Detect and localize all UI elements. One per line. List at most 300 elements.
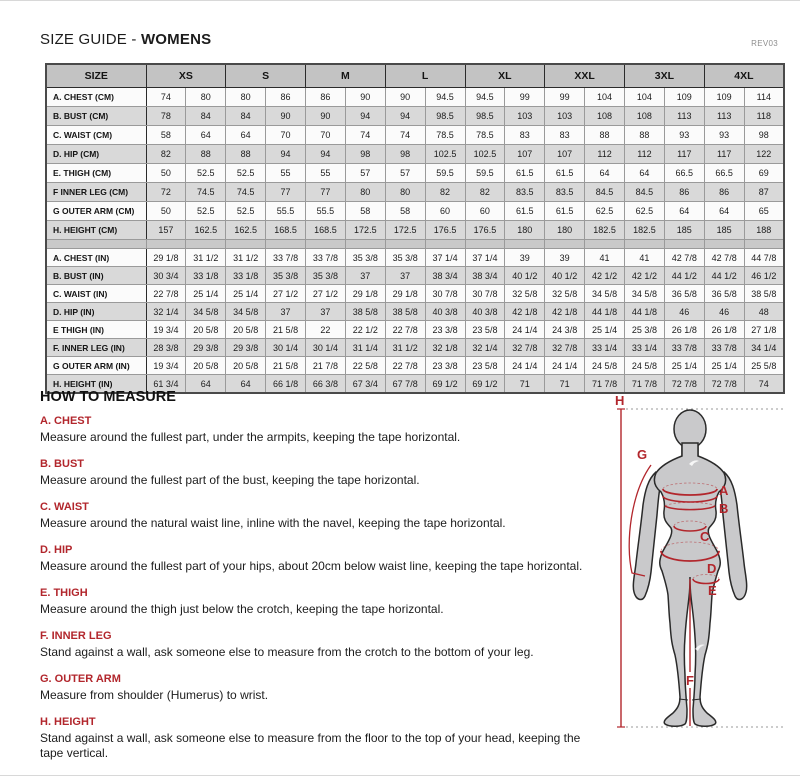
size-value-cell: 64 — [186, 375, 226, 394]
size-value-cell: 78.5 — [425, 126, 465, 145]
size-value-cell: 37 — [385, 267, 425, 285]
size-table-row — [46, 126, 784, 145]
size-value-cell: 31 1/2 — [186, 249, 226, 267]
size-value-cell: 40 1/2 — [545, 267, 585, 285]
size-value-cell: 28 3/8 — [146, 339, 186, 357]
size-value-cell: 29 3/8 — [226, 339, 266, 357]
size-value-cell: 33 1/4 — [585, 339, 625, 357]
size-header-l: L — [385, 64, 465, 88]
row-label: C. WAIST (IN) — [46, 285, 146, 303]
size-value-cell: 67 3/4 — [345, 375, 385, 394]
size-table-row — [46, 183, 784, 202]
size-value-cell: 83.5 — [505, 183, 545, 202]
size-value-cell: 21 7/8 — [306, 357, 346, 375]
size-value-cell: 52.5 — [186, 164, 226, 183]
size-value-cell: 72 7/8 — [704, 375, 744, 394]
size-value-cell: 65 — [744, 202, 784, 221]
size-value-cell: 162.5 — [226, 221, 266, 240]
size-value-cell: 27 1/8 — [744, 321, 784, 339]
size-value-cell: 33 7/8 — [306, 249, 346, 267]
size-value-cell: 113 — [664, 107, 704, 126]
size-column-header: SIZE — [46, 64, 146, 88]
size-header-m: M — [306, 64, 386, 88]
size-value-cell: 46 — [704, 303, 744, 321]
measure-item-text: Measure around the fullest part of your hips, about 20cm below waist line, keeping the tape horizontal. — [40, 559, 583, 573]
row-label: B. BUST (IN) — [46, 267, 146, 285]
measure-item — [40, 673, 596, 703]
size-value-cell: 69 — [744, 164, 784, 183]
size-table-row — [46, 267, 784, 285]
size-value-cell: 20 5/8 — [186, 321, 226, 339]
size-value-cell: 108 — [585, 107, 625, 126]
size-value-cell: 108 — [625, 107, 665, 126]
size-table-row — [46, 164, 784, 183]
size-header-xs: XS — [146, 64, 226, 88]
size-value-cell: 52.5 — [226, 164, 266, 183]
size-value-cell: 61.5 — [545, 202, 585, 221]
size-table-row — [46, 285, 784, 303]
size-value-cell: 52.5 — [226, 202, 266, 221]
row-label: H. HEIGHT (IN) — [46, 375, 146, 394]
size-table-row — [46, 321, 784, 339]
size-value-cell: 102.5 — [425, 145, 465, 164]
size-value-cell: 83.5 — [545, 183, 585, 202]
size-value-cell: 25 1/4 — [186, 285, 226, 303]
size-header-s: S — [226, 64, 306, 88]
size-value-cell: 32 7/8 — [545, 339, 585, 357]
size-value-cell: 25 1/4 — [704, 357, 744, 375]
size-value-cell: 33 7/8 — [266, 249, 306, 267]
separator-cell — [505, 240, 545, 249]
size-value-cell: 69 1/2 — [465, 375, 505, 394]
size-value-cell: 44 1/2 — [664, 267, 704, 285]
size-value-cell: 25 5/8 — [744, 357, 784, 375]
measure-item-label: B. BUST — [40, 458, 84, 470]
size-value-cell: 80 — [186, 88, 226, 107]
size-value-cell: 88 — [186, 145, 226, 164]
measure-item — [40, 716, 596, 761]
size-value-cell: 55 — [266, 164, 306, 183]
size-value-cell: 23 3/8 — [425, 321, 465, 339]
size-value-cell: 88 — [226, 145, 266, 164]
size-value-cell: 71 — [505, 375, 545, 394]
size-value-cell: 61.5 — [505, 164, 545, 183]
page-title-gender: WOMENS — [140, 31, 212, 48]
size-value-cell: 66.5 — [664, 164, 704, 183]
size-value-cell: 59.5 — [465, 164, 505, 183]
measure-item-text: Measure around the thigh just below the crotch, keeping the tape horizontal. — [40, 602, 444, 616]
size-value-cell: 33 1/4 — [625, 339, 665, 357]
size-table-row — [46, 145, 784, 164]
size-value-cell: 67 7/8 — [385, 375, 425, 394]
size-value-cell: 74 — [345, 126, 385, 145]
size-value-cell: 182.5 — [585, 221, 625, 240]
size-value-cell: 19 3/4 — [146, 321, 186, 339]
measure-item — [40, 544, 596, 574]
size-value-cell: 71 — [545, 375, 585, 394]
size-value-cell: 20 5/8 — [186, 357, 226, 375]
size-value-cell: 77 — [306, 183, 346, 202]
measure-item-label: D. HIP — [40, 544, 73, 556]
size-value-cell: 98.5 — [465, 107, 505, 126]
size-value-cell: 34 1/4 — [744, 339, 784, 357]
body-diagram-svg — [595, 393, 795, 743]
size-value-cell: 35 3/8 — [345, 249, 385, 267]
measure-item-label: F. INNER LEG — [40, 630, 112, 642]
size-value-cell: 37 — [345, 267, 385, 285]
size-value-cell: 117 — [704, 145, 744, 164]
size-value-cell: 93 — [704, 126, 744, 145]
size-value-cell: 38 5/8 — [385, 303, 425, 321]
row-label: A. CHEST (CM) — [46, 88, 146, 107]
size-value-cell: 180 — [505, 221, 545, 240]
measure-item-text: Measure from shoulder (Humerus) to wrist. — [40, 688, 269, 702]
size-value-cell: 94.5 — [425, 88, 465, 107]
size-value-cell: 26 1/8 — [664, 321, 704, 339]
size-value-cell: 42 7/8 — [664, 249, 704, 267]
size-value-cell: 29 3/8 — [186, 339, 226, 357]
size-value-cell: 112 — [625, 145, 665, 164]
size-value-cell: 157 — [146, 221, 186, 240]
size-table-header-row — [46, 64, 784, 88]
size-value-cell: 36 5/8 — [664, 285, 704, 303]
measure-item — [40, 458, 596, 488]
size-value-cell: 55 — [306, 164, 346, 183]
size-value-cell: 24 1/4 — [505, 357, 545, 375]
row-label: H. HEIGHT (CM) — [46, 221, 146, 240]
size-value-cell: 69 1/2 — [425, 375, 465, 394]
size-value-cell: 42 1/2 — [625, 267, 665, 285]
size-value-cell: 118 — [744, 107, 784, 126]
size-value-cell: 33 7/8 — [704, 339, 744, 357]
row-label: E THIGH (IN) — [46, 321, 146, 339]
size-value-cell: 50 — [146, 202, 186, 221]
size-value-cell: 117 — [664, 145, 704, 164]
size-value-cell: 62.5 — [625, 202, 665, 221]
diagram-label-h: H — [615, 393, 625, 408]
size-table-row — [46, 221, 784, 240]
size-value-cell: 99 — [505, 88, 545, 107]
size-header-4xl: 4XL — [704, 64, 784, 88]
size-value-cell: 82 — [146, 145, 186, 164]
size-value-cell: 42 1/8 — [505, 303, 545, 321]
size-value-cell: 44 1/8 — [625, 303, 665, 321]
size-value-cell: 24 5/8 — [625, 357, 665, 375]
size-value-cell: 34 5/8 — [186, 303, 226, 321]
unit-separator-row — [46, 240, 784, 249]
size-value-cell: 44 7/8 — [744, 249, 784, 267]
separator-cell — [306, 240, 346, 249]
size-value-cell: 114 — [744, 88, 784, 107]
size-value-cell: 94.5 — [465, 88, 505, 107]
size-value-cell: 42 7/8 — [704, 249, 744, 267]
size-value-cell: 86 — [266, 88, 306, 107]
size-value-cell: 29 1/8 — [385, 285, 425, 303]
size-value-cell: 39 — [545, 249, 585, 267]
diagram-label-a: A — [719, 483, 729, 498]
size-value-cell: 30 3/4 — [146, 267, 186, 285]
size-value-cell: 37 — [266, 303, 306, 321]
separator-cell — [266, 240, 306, 249]
size-value-cell: 66 1/8 — [266, 375, 306, 394]
size-value-cell: 168.5 — [266, 221, 306, 240]
size-value-cell: 66.5 — [704, 164, 744, 183]
size-value-cell: 74.5 — [186, 183, 226, 202]
size-value-cell: 88 — [625, 126, 665, 145]
separator-cell — [465, 240, 505, 249]
separator-cell — [385, 240, 425, 249]
size-value-cell: 88 — [585, 126, 625, 145]
separator-cell — [744, 240, 784, 249]
size-value-cell: 20 5/8 — [226, 357, 266, 375]
size-value-cell: 82 — [425, 183, 465, 202]
measure-item — [40, 630, 596, 660]
size-value-cell: 61.5 — [545, 164, 585, 183]
size-value-cell: 90 — [266, 107, 306, 126]
size-value-cell: 180 — [545, 221, 585, 240]
size-value-cell: 86 — [664, 183, 704, 202]
size-value-cell: 38 5/8 — [744, 285, 784, 303]
measure-item-label: G. OUTER ARM — [40, 673, 121, 685]
size-value-cell: 20 5/8 — [226, 321, 266, 339]
size-value-cell: 176.5 — [465, 221, 505, 240]
size-value-cell: 21 5/8 — [266, 357, 306, 375]
row-label: G OUTER ARM (IN) — [46, 357, 146, 375]
size-value-cell: 25 1/4 — [664, 357, 704, 375]
size-value-cell: 24 1/4 — [505, 321, 545, 339]
size-value-cell: 66 3/8 — [306, 375, 346, 394]
size-value-cell: 74 — [385, 126, 425, 145]
size-value-cell: 42 1/8 — [545, 303, 585, 321]
size-value-cell: 99 — [545, 88, 585, 107]
size-value-cell: 74 — [744, 375, 784, 394]
size-value-cell: 57 — [345, 164, 385, 183]
size-value-cell: 58 — [385, 202, 425, 221]
size-value-cell: 27 1/2 — [266, 285, 306, 303]
size-value-cell: 31 1/2 — [226, 249, 266, 267]
separator-cell — [146, 240, 186, 249]
size-value-cell: 22 7/8 — [146, 285, 186, 303]
size-value-cell: 64 — [226, 126, 266, 145]
measure-item-label: A. CHEST — [40, 415, 92, 427]
size-value-cell: 35 3/8 — [266, 267, 306, 285]
size-value-cell: 44 1/2 — [704, 267, 744, 285]
diagram-label-d: D — [707, 561, 717, 576]
size-value-cell: 32 1/4 — [146, 303, 186, 321]
size-value-cell: 84.5 — [585, 183, 625, 202]
size-value-cell: 84.5 — [625, 183, 665, 202]
size-value-cell: 60 — [425, 202, 465, 221]
size-value-cell: 80 — [345, 183, 385, 202]
size-value-cell: 162.5 — [186, 221, 226, 240]
size-value-cell: 25 1/4 — [585, 321, 625, 339]
size-value-cell: 46 — [664, 303, 704, 321]
size-value-cell: 185 — [704, 221, 744, 240]
size-value-cell: 94 — [345, 107, 385, 126]
measure-item-label: C. WAIST — [40, 501, 89, 513]
diagram-label-g: G — [637, 447, 648, 462]
size-value-cell: 32 5/8 — [505, 285, 545, 303]
size-value-cell: 77 — [266, 183, 306, 202]
measure-item-label: E. THIGH — [40, 587, 88, 599]
separator-cell — [664, 240, 704, 249]
size-table-row — [46, 339, 784, 357]
size-table-row — [46, 249, 784, 267]
size-value-cell: 52.5 — [186, 202, 226, 221]
size-value-cell: 64 — [585, 164, 625, 183]
size-value-cell: 22 1/2 — [345, 321, 385, 339]
size-value-cell: 38 5/8 — [345, 303, 385, 321]
row-label: B. BUST (CM) — [46, 107, 146, 126]
size-value-cell: 38 3/4 — [465, 267, 505, 285]
size-value-cell: 98 — [345, 145, 385, 164]
separator-cell — [226, 240, 266, 249]
size-value-cell: 82 — [465, 183, 505, 202]
size-value-cell: 25 1/4 — [226, 285, 266, 303]
separator-cell — [186, 240, 226, 249]
size-value-cell: 112 — [585, 145, 625, 164]
size-value-cell: 35 3/8 — [385, 249, 425, 267]
size-value-cell: 80 — [385, 183, 425, 202]
size-value-cell: 33 1/8 — [226, 267, 266, 285]
size-value-cell: 93 — [664, 126, 704, 145]
separator-cell — [425, 240, 465, 249]
size-value-cell: 39 — [505, 249, 545, 267]
separator-cell — [545, 240, 585, 249]
size-value-cell: 29 1/8 — [146, 249, 186, 267]
size-value-cell: 168.5 — [306, 221, 346, 240]
size-value-cell: 83 — [505, 126, 545, 145]
measure-item — [40, 415, 596, 445]
size-value-cell: 41 — [625, 249, 665, 267]
size-value-cell: 44 1/8 — [585, 303, 625, 321]
size-value-cell: 113 — [704, 107, 744, 126]
size-value-cell: 41 — [585, 249, 625, 267]
separator-cell — [704, 240, 744, 249]
size-value-cell: 90 — [306, 107, 346, 126]
size-value-cell: 59.5 — [425, 164, 465, 183]
size-value-cell: 71 7/8 — [625, 375, 665, 394]
size-value-cell: 55.5 — [306, 202, 346, 221]
size-value-cell: 22 5/8 — [345, 357, 385, 375]
size-value-cell: 38 3/4 — [425, 267, 465, 285]
size-value-cell: 61 3/4 — [146, 375, 186, 394]
size-value-cell: 107 — [545, 145, 585, 164]
size-value-cell: 104 — [585, 88, 625, 107]
size-value-cell: 78 — [146, 107, 186, 126]
size-value-cell: 24 1/4 — [545, 357, 585, 375]
size-header-3xl: 3XL — [625, 64, 705, 88]
size-value-cell: 22 7/8 — [385, 321, 425, 339]
measurement-diagram — [595, 393, 795, 743]
size-value-cell: 64 — [664, 202, 704, 221]
size-value-cell: 36 5/8 — [704, 285, 744, 303]
size-value-cell: 22 — [306, 321, 346, 339]
size-value-cell: 58 — [146, 126, 186, 145]
size-value-cell: 40 3/8 — [465, 303, 505, 321]
measure-item-text: Stand against a wall, ask someone else to measure from the crotch to the bottom of your leg. — [40, 645, 534, 659]
size-value-cell: 31 1/2 — [385, 339, 425, 357]
size-value-cell: 102.5 — [465, 145, 505, 164]
size-value-cell: 64 — [704, 202, 744, 221]
size-value-cell: 55.5 — [266, 202, 306, 221]
size-value-cell: 40 1/2 — [505, 267, 545, 285]
size-value-cell: 40 3/8 — [425, 303, 465, 321]
measure-item-text: Measure around the fullest part, under the armpits, keeping the tape horizontal. — [40, 430, 461, 444]
size-value-cell: 61.5 — [505, 202, 545, 221]
size-value-cell: 90 — [345, 88, 385, 107]
size-value-cell: 98 — [385, 145, 425, 164]
separator-cell — [345, 240, 385, 249]
size-value-cell: 107 — [505, 145, 545, 164]
size-value-cell: 94 — [266, 145, 306, 164]
size-table-row — [46, 88, 784, 107]
size-value-cell: 62.5 — [585, 202, 625, 221]
size-value-cell: 103 — [545, 107, 585, 126]
size-header-xxl: XXL — [545, 64, 625, 88]
size-value-cell: 33 7/8 — [664, 339, 704, 357]
size-value-cell: 24 3/8 — [545, 321, 585, 339]
size-value-cell: 27 1/2 — [306, 285, 346, 303]
size-value-cell: 72 — [146, 183, 186, 202]
page-title — [40, 31, 211, 48]
size-value-cell: 104 — [625, 88, 665, 107]
row-label: C. WAIST (CM) — [46, 126, 146, 145]
size-table-row — [46, 303, 784, 321]
size-value-cell: 90 — [385, 88, 425, 107]
size-value-cell: 30 1/4 — [306, 339, 346, 357]
size-value-cell: 94 — [306, 145, 346, 164]
size-value-cell: 29 1/8 — [345, 285, 385, 303]
revision-label: REV03 — [751, 39, 778, 48]
size-value-cell: 98 — [744, 126, 784, 145]
size-value-cell: 185 — [664, 221, 704, 240]
size-value-cell: 60 — [465, 202, 505, 221]
size-value-cell: 84 — [226, 107, 266, 126]
size-value-cell: 176.5 — [425, 221, 465, 240]
size-value-cell: 21 5/8 — [266, 321, 306, 339]
size-table-row — [46, 107, 784, 126]
size-value-cell: 98.5 — [425, 107, 465, 126]
row-label: E. THIGH (CM) — [46, 164, 146, 183]
size-value-cell: 34 5/8 — [625, 285, 665, 303]
diagram-label-c: C — [700, 529, 710, 544]
measure-item-text: Measure around the fullest part of the bust, keeping the tape horizontal. — [40, 473, 420, 487]
separator-cell — [585, 240, 625, 249]
size-value-cell: 64 — [186, 126, 226, 145]
size-value-cell: 70 — [266, 126, 306, 145]
size-value-cell: 34 5/8 — [226, 303, 266, 321]
size-value-cell: 71 7/8 — [585, 375, 625, 394]
size-table-row — [46, 202, 784, 221]
row-label: F. INNER LEG (IN) — [46, 339, 146, 357]
size-value-cell: 30 1/4 — [266, 339, 306, 357]
size-value-cell: 86 — [306, 88, 346, 107]
size-value-cell: 64 — [625, 164, 665, 183]
size-value-cell: 182.5 — [625, 221, 665, 240]
measure-item — [40, 587, 596, 617]
size-header-xl: XL — [465, 64, 545, 88]
how-to-measure-list — [40, 415, 596, 774]
size-value-cell: 58 — [345, 202, 385, 221]
size-value-cell: 30 7/8 — [465, 285, 505, 303]
size-value-cell: 64 — [226, 375, 266, 394]
measure-item-text: Stand against a wall, ask someone else to measure from the floor to the top of your head, keeping the tape vertical. — [40, 731, 581, 760]
size-value-cell: 86 — [704, 183, 744, 202]
size-value-cell: 48 — [744, 303, 784, 321]
diagram-label-e: E — [708, 583, 717, 598]
size-value-cell: 32 5/8 — [545, 285, 585, 303]
